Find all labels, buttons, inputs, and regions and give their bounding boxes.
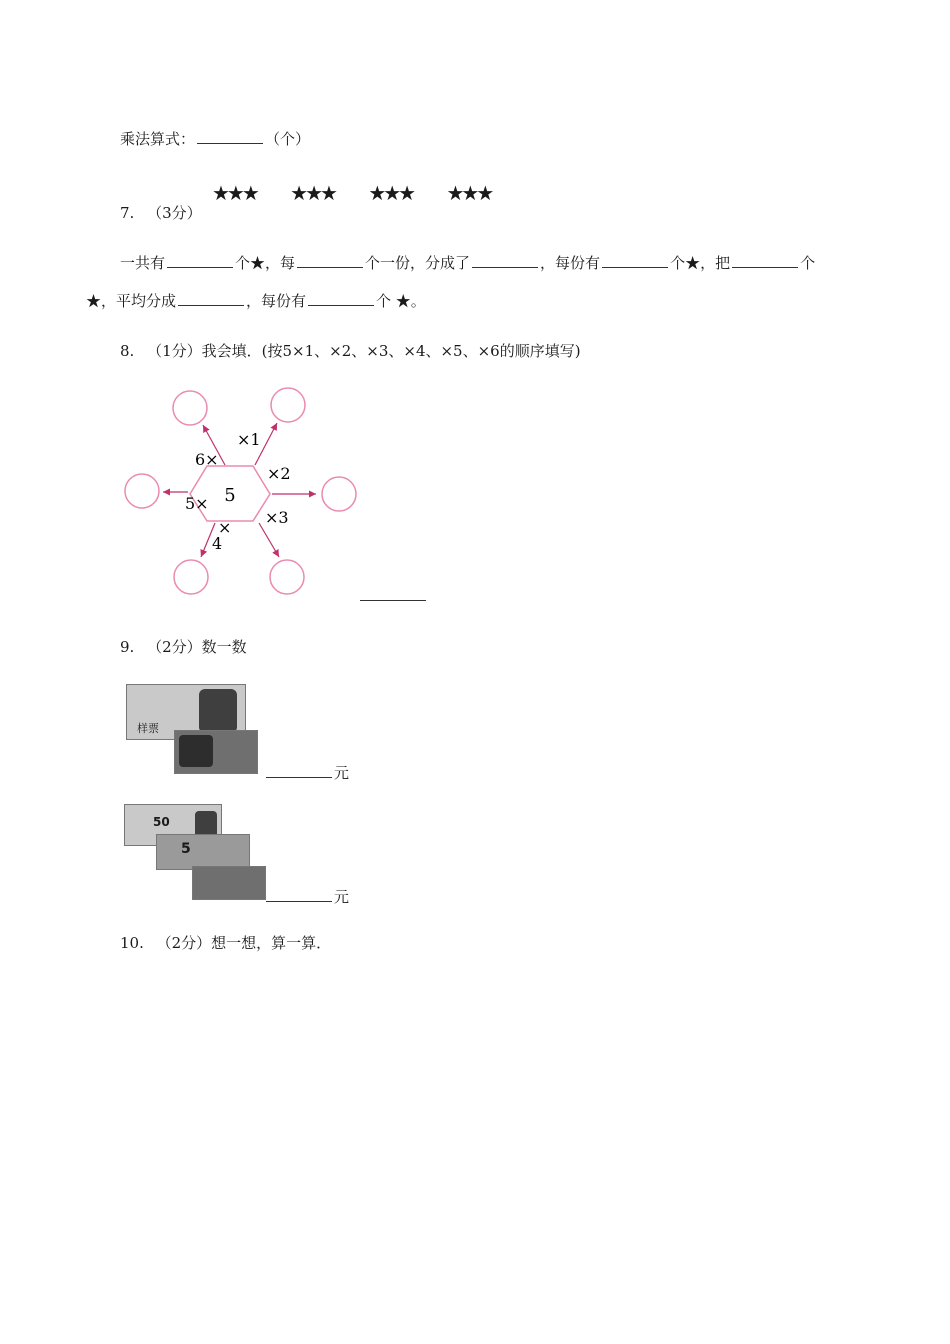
banknote (156, 834, 250, 870)
answer-circle[interactable] (322, 477, 356, 511)
q7-line-2 (86, 290, 426, 311)
label-5x: 5× (185, 494, 209, 513)
q7-text: ，每份有 (246, 292, 307, 310)
q9-answer-line-1 (264, 762, 349, 783)
q6-multiplication-line (120, 128, 310, 149)
answer-circle[interactable] (173, 391, 207, 425)
q7-text: 个★，每 (235, 254, 296, 272)
q7-header (120, 202, 202, 223)
q10-text: （2分）想一想，算一算． (156, 934, 332, 952)
banknote-image-1 (122, 682, 262, 777)
q7-blank-groups[interactable] (472, 254, 538, 268)
center-number: 5 (224, 485, 236, 506)
q7-blank-per-group[interactable] (297, 254, 363, 268)
q10-number: 10. (120, 934, 144, 952)
q9-text: （2分）数一数 (147, 638, 247, 656)
banknote-portrait (179, 735, 213, 767)
label-x4-num: 4 (212, 534, 223, 553)
label-x4-sign: × (218, 518, 232, 537)
q7-blank-each[interactable] (602, 254, 668, 268)
q7-blank-parts[interactable] (178, 292, 244, 306)
q7-text: 个 ★。 (376, 292, 426, 310)
q9-blank-1[interactable] (266, 764, 332, 778)
q7-blank-divide-total[interactable] (732, 254, 798, 268)
q7-star-row (212, 181, 491, 205)
q7-text: 个 (800, 254, 816, 272)
q9-unit-2: 元 (334, 888, 350, 906)
q7-blank-total[interactable] (167, 254, 233, 268)
q7-text: ★，平均分成 (86, 292, 177, 310)
q6-answer-blank[interactable] (197, 130, 263, 144)
star-group: ★★★ (212, 181, 257, 205)
banknote-mark: 5 (181, 841, 191, 857)
answer-circle[interactable] (125, 474, 159, 508)
q8-header (120, 340, 581, 361)
multiplication-wheel-diagram (115, 383, 375, 608)
answer-circle[interactable] (174, 560, 208, 594)
answer-circle[interactable] (271, 388, 305, 422)
arrow (259, 523, 279, 557)
q9-answer-line-2 (264, 886, 349, 907)
q7-text: 个一份，分成了 (365, 254, 471, 272)
q7-line-1 (120, 252, 815, 273)
label-x1: ×1 (237, 430, 261, 449)
q7-text: ，每份有 (540, 254, 601, 272)
banknote-mark: 样票 (137, 722, 159, 735)
q7-text: 一共有 (120, 254, 166, 272)
label-x2: ×2 (267, 464, 291, 483)
banknote-portrait (199, 689, 237, 733)
q8-answer-blank[interactable] (360, 588, 426, 601)
banknote-mark: 50 (153, 815, 170, 829)
q9-blank-2[interactable] (266, 888, 332, 902)
banknote-image-2 (122, 804, 267, 902)
answer-circle[interactable] (270, 560, 304, 594)
q8-number: 8. (120, 342, 135, 360)
q6-label: 乘法算式： (120, 130, 196, 148)
q7-number: 7. (120, 204, 135, 222)
label-x3: ×3 (265, 508, 289, 527)
q9-header (120, 636, 247, 657)
q7-blank-each-part[interactable] (308, 292, 374, 306)
star-group: ★★★ (368, 181, 414, 205)
banknote (192, 866, 266, 900)
q9-unit-1: 元 (334, 764, 350, 782)
q10-header (120, 932, 331, 953)
q7-score: （3分） (147, 204, 202, 222)
q8-text: （1分）我会填．(按5×1、×2、×3、×4、×5、×6的顺序填写) (147, 342, 581, 360)
q9-number: 9. (120, 638, 135, 656)
banknote (174, 730, 258, 774)
q6-unit: （个） (265, 130, 311, 148)
star-group: ★★★ (290, 181, 335, 205)
star-group: ★★★ (446, 181, 492, 205)
label-6x: 6× (195, 450, 219, 469)
q7-text: 个★，把 (670, 254, 731, 272)
